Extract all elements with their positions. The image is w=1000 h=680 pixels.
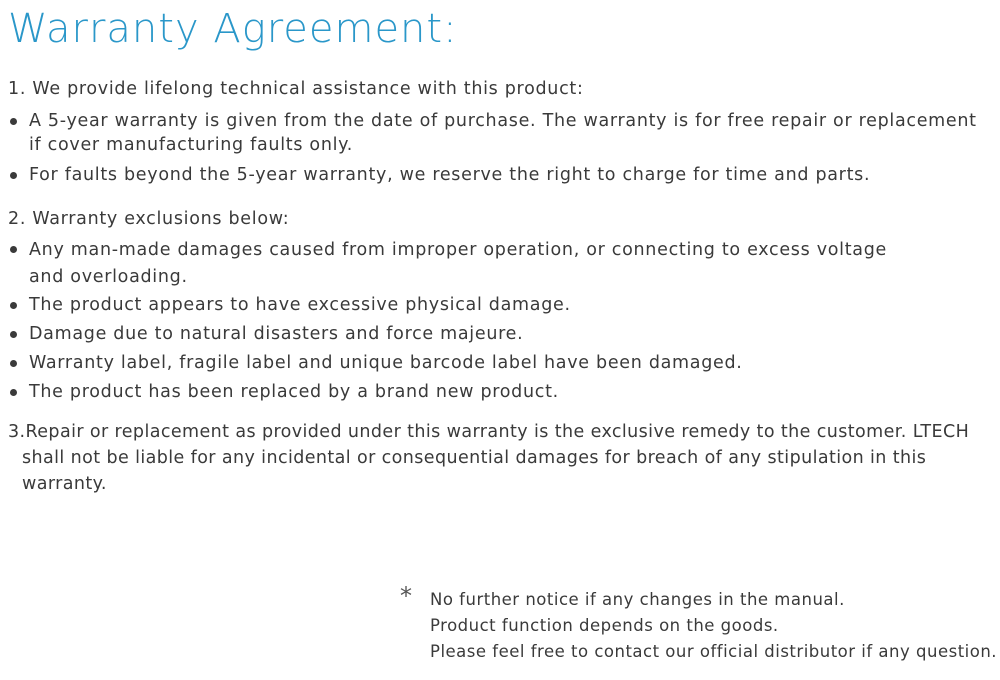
page-title: Warranty Agreement:	[8, 6, 458, 52]
notice-line: Please feel free to contact our official distributor if any question.	[430, 642, 998, 661]
list-item-text: Damage due to natural disasters and force majeure.	[29, 324, 524, 344]
section-lifelong-assistance	[8, 77, 993, 187]
bullet-icon	[10, 389, 17, 396]
list-item	[8, 293, 993, 317]
list-item	[8, 109, 993, 157]
section-heading: 1. We provide lifelong technical assistance with this product:	[8, 79, 584, 99]
notice-line: No further notice if any changes in the manual.	[430, 590, 845, 609]
list-item-text: Any man-made damages caused from improper operation, or connecting to excess voltage and overloading.	[29, 240, 887, 287]
list-item	[8, 237, 993, 291]
section-warranty-exclusions	[8, 207, 993, 404]
notice-block	[400, 582, 998, 665]
list-item	[8, 163, 993, 187]
section-heading: 2. Warranty exclusions below:	[8, 209, 290, 229]
list-item	[8, 351, 993, 375]
bullet-list	[8, 237, 993, 404]
bullet-icon	[10, 302, 17, 309]
section-remedy	[8, 419, 993, 497]
asterisk-icon: *	[400, 582, 413, 610]
list-item-text: The product appears to have excessive physical damage.	[29, 295, 571, 315]
bullet-icon	[10, 331, 17, 338]
list-item-text: Warranty label, fragile label and unique barcode label have been damaged.	[29, 353, 743, 373]
section-paragraph: 3.Repair or replacement as provided under this warranty is the exclusive remedy to the customer. LTECH shall not be liable for any incidental or consequential damages for breach of any stipulation in this warranty.	[8, 422, 970, 494]
list-item	[8, 380, 993, 404]
bullet-icon	[10, 360, 17, 367]
list-item-text: A 5-year warranty is given from the date of purchase. The warranty is for free repair or replacement if cover manufacturing faults only.	[29, 111, 977, 155]
bullet-icon	[10, 172, 17, 179]
list-item-text: The product has been replaced by a brand new product.	[29, 382, 559, 402]
list-item-text: For faults beyond the 5-year warranty, we reserve the right to charge for time and parts.	[29, 165, 871, 185]
bullet-icon	[10, 118, 17, 125]
notice-lines	[430, 587, 998, 665]
notice-line: Product function depends on the goods.	[430, 616, 779, 635]
bullet-icon	[10, 246, 17, 253]
list-item	[8, 322, 993, 346]
bullet-list	[8, 109, 993, 187]
